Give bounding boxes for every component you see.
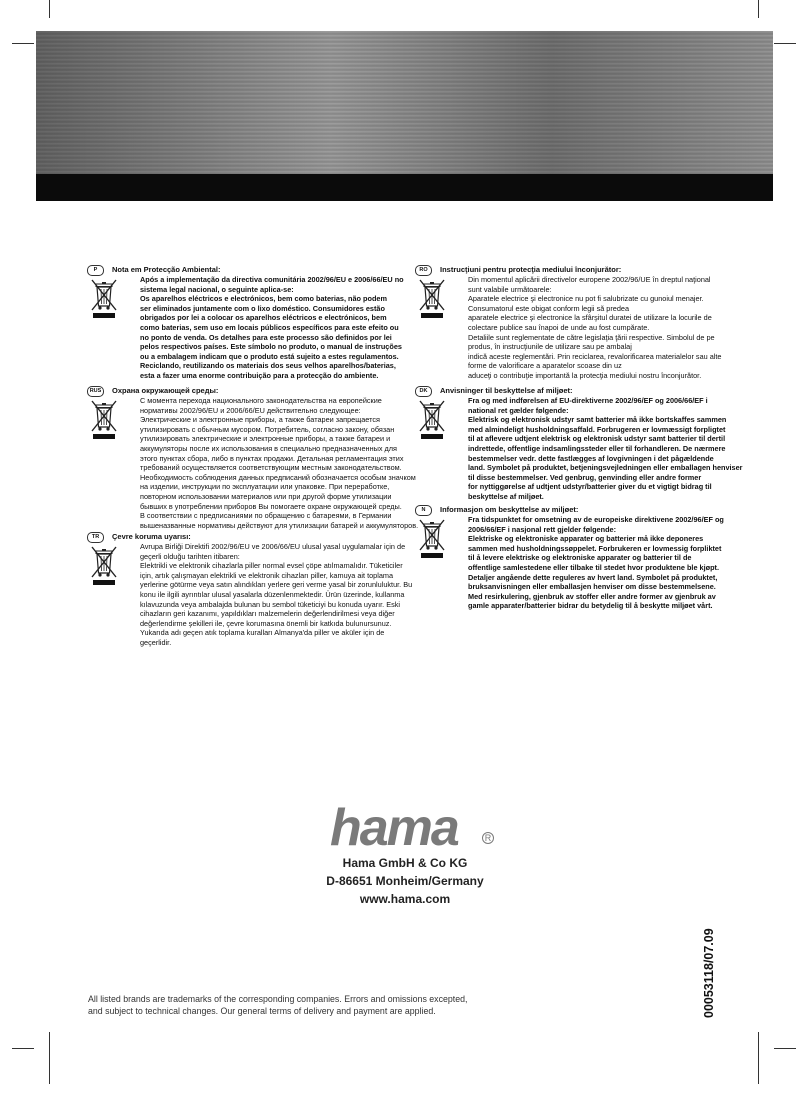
- body-line: land. Symbolet på produktet, betjeningsvejledningen eller emballagen henviser: [468, 463, 743, 473]
- section-body: [140, 275, 404, 381]
- env-section-dk: [415, 386, 743, 502]
- body-line: indrettede, offentlige indsamlingssteder eller til forhandleren. De nærmere: [468, 443, 726, 453]
- section-title: Охрана окружающей среды:: [112, 386, 219, 395]
- body-line: Avrupa Birliği Direktifi 2002/96/EU ve 2006/66/EU ulusal yasal uygulamalar için de: [140, 542, 406, 551]
- section-title: Anvisninger til beskyttelse af miljøet:: [440, 386, 573, 395]
- footer-line: All listed brands are trademarks of the corresponding companies. Errors and omissions excepted,: [88, 994, 468, 1004]
- crop-mark: [12, 43, 34, 44]
- body-line: аккумуляторы после их использования в специально предназначенных для: [140, 443, 397, 453]
- logo-text: hama: [330, 799, 458, 857]
- body-line: Consumatorul este obigat conform legii să predea: [468, 303, 630, 313]
- body-line: değerlendirme şekilleri ile, çevre korumasına önemli bir katkıda bulunursunuz.: [140, 618, 392, 628]
- footer-note: [88, 993, 467, 1017]
- body-line: sunt valabile următoarele:: [468, 284, 552, 294]
- section-body: [468, 396, 743, 502]
- section-title: Çevre koruma uyarısı:: [112, 532, 191, 541]
- body-line: Elektriske og elektroniske apparater og batterier må ikke deponeres: [468, 534, 704, 544]
- section-body: [140, 542, 412, 648]
- body-line: beskyttelse af miljøet.: [468, 491, 544, 501]
- body-line: на изделии, инструкции по эксплуатации или упаковке. При переработке,: [140, 482, 390, 492]
- country-badge: RUS: [87, 386, 104, 397]
- crop-mark: [774, 43, 796, 44]
- company-name: Hama GmbH & Co KG: [342, 856, 468, 870]
- body-line: konu ile ilgili ayrıntılar ulusal yasalarla düzenlenmektedir. Ürün üzerinde, kullanma: [140, 589, 405, 599]
- body-line: Необходимость соблюдения данных предписаний обозначается особым значком: [140, 472, 416, 482]
- body-line: aparatele electrice şi electronice la sfârşitul duratei de utilizare la locurile de: [468, 313, 712, 323]
- crossed-bin-icon: [419, 278, 445, 318]
- env-section-p: [87, 265, 404, 381]
- crossed-bin-icon: [91, 278, 117, 318]
- body-line: colectare publice sau înapoi de unde au fost cumpărate.: [468, 322, 650, 332]
- body-line: Elektrisk og elektronisk udstyr samt batterier må ikke bortskaffes sammen: [468, 415, 727, 425]
- body-line: Fra og med indførelsen af EU-direktiverne 2002/96/EF og 2006/66/EF i: [468, 396, 708, 405]
- registered-icon: R: [482, 832, 494, 844]
- body-line: geçerlidir.: [140, 637, 172, 647]
- body-line: повторном использовании материалов или при другой форме утилизации: [140, 491, 392, 501]
- crossed-bin-icon: [419, 518, 445, 558]
- body-line: gamle apparater/batterier bidrar du betydelig til å beskytte miljøet vårt.: [468, 601, 713, 611]
- body-line: til at aflevere udtjent elektrisk og elektronisk udstyr samt batterier til dertil: [468, 434, 726, 444]
- body-line: Após a implementação da directiva comunitária 2002/96/EU e 2006/66/EU no: [140, 275, 404, 284]
- body-line: утилизировать электрические и электронные приборы, а также батареи и: [140, 434, 391, 444]
- body-line: sammen med husholdningssøppelet. Forbrukeren er lovmessig forpliktet: [468, 543, 722, 553]
- body-line: ou a embalagem indicam que o produto está sujeito a estes regulamentos.: [140, 351, 399, 361]
- body-line: бывших в употреблении приборов Вы помогаете охране окружающей среды.: [140, 501, 402, 511]
- body-line: этого пунктах сбора, либо в пунктах продажи. Детальная регламентация этих: [140, 453, 404, 463]
- section-body: [468, 275, 721, 381]
- body-line: pelos respectivos países. Este símbolo no produto, o manual de instruções: [140, 342, 402, 352]
- body-line: no ponto de venda. Os detalhes para este processo são definidos por lei: [140, 332, 392, 342]
- section-body: [140, 396, 418, 530]
- body-line: утилизировать с обычным мусором. Потребитель, согласно закону, обязан: [140, 424, 395, 434]
- body-line: como baterias, sem uso em locais públicos específicos para este efeito ou: [140, 322, 399, 332]
- body-line: til disse bestemmelser. Ved genbrug, genvinding eller andre former: [468, 472, 702, 482]
- header-bar: [36, 174, 773, 201]
- body-line: indică aceste reglementări. Prin reciclarea, revalorificarea materialelor sau alte: [468, 351, 722, 361]
- body-line: С момента перехода национального законодательства на европейские: [140, 396, 382, 405]
- country-badge: DK: [415, 386, 432, 397]
- body-line: yerlerine götürme veya satın alındıkları yerlere geri verme yasal bir zorunluluktur. Bu: [140, 580, 413, 590]
- company-web[interactable]: www.hama.com: [359, 892, 451, 906]
- hama-logo: [330, 799, 492, 857]
- body-line: kılavuzunda veya ambalajda bulunan bu sembol tüketiciyi bu konuda uyarır. Eski: [140, 599, 401, 609]
- company-city: D-86651 Monheim/Germany: [326, 874, 484, 888]
- country-badge: N: [415, 505, 432, 516]
- env-section-n: [415, 505, 724, 611]
- body-line: Fra tidspunktet for omsetning av de europeiske direktivene 2002/96/EF og: [468, 515, 724, 524]
- crossed-bin-icon: [419, 399, 445, 439]
- body-line: aduceţi o contribuţie importantă la protecţia mediului nostru înconjurător.: [468, 370, 702, 380]
- body-line: Reciclando, reutilizando os materiais dos seus velhos aparelhos/baterias,: [140, 361, 396, 371]
- crop-mark: [758, 0, 759, 18]
- section-body: [468, 515, 724, 611]
- env-section-rus: [87, 386, 418, 530]
- body-line: Med resirkulering, gjenbruk av stoffer eller andre former av gjenbruk av: [468, 591, 716, 601]
- body-line: Detaliile sunt reglementate de către legislaţia ţării respective. Simbolul de pe: [468, 332, 715, 342]
- body-line: obrigados por lei a colocar os aparelhos eléctricos e electrónicos, bem: [140, 313, 387, 323]
- body-line: for nyttiggørelse af udtjent udstyr/batterier giver du et vigtigt bidrag til: [468, 482, 712, 492]
- body-line: Aparatele electrice şi electronice nu pot fi salubrizate cu gunoiul menajer.: [468, 294, 704, 304]
- body-line: ser eliminados juntamente com o lixo doméstico. Consumidores estão: [140, 303, 385, 313]
- body-line: Elektrikli ve elektronik cihazlarla piller normal evsel çöpe atılmamalıdır. Tüketiciler: [140, 561, 403, 571]
- body-line: esta a fazer uma enorme contribuição para a protecção do ambiente.: [140, 370, 379, 380]
- body-line: bestemmelser vedr. dette fastlægges af lovgivningen i det pågældende: [468, 453, 714, 463]
- body-line: вышеназванные нормативы действуют для утилизации батарей и аккумуляторов.: [140, 520, 419, 530]
- body-line: Os aparelhos eléctricos e electrónicos, bem como baterias, não podem: [140, 294, 387, 304]
- body-line: 2006/66/EF i nasjonal rett gjelder følgende:: [468, 524, 617, 534]
- body-line: cihazların geri kazanımı, yapıldıkları malzemelerin değerlendirilmesi veya diğer: [140, 609, 395, 619]
- footer-line: and subject to technical changes. Our general terms of delivery and payment are applied.: [88, 1006, 436, 1016]
- crop-mark: [49, 0, 50, 18]
- env-section-tr: [87, 532, 412, 648]
- body-line: med almindeligt husholdningsaffald. Forbrugeren er lovmæssigt forpligtet: [468, 424, 726, 434]
- crossed-bin-icon: [91, 545, 117, 585]
- body-line: В соответствии с предписаниями по обращению с батареями, в Германии: [140, 511, 392, 521]
- body-line: til å levere elektriske og elektroniske apparater og batterier til de: [468, 553, 692, 563]
- body-line: Электрические и электронные приборы, а также батареи запрещается: [140, 415, 380, 425]
- header-banner: [36, 31, 773, 174]
- crop-mark: [49, 1032, 50, 1084]
- section-title: Informasjon om beskyttelse av miljøet:: [440, 505, 579, 514]
- section-title: Nota em Protecção Ambiental:: [112, 265, 221, 274]
- body-line: sistema legal nacional, o seguinte aplica-se:: [140, 284, 294, 294]
- body-line: national ret gælder følgende:: [468, 405, 569, 415]
- crop-mark: [774, 1048, 796, 1049]
- section-title: Instrucţiuni pentru protecţia mediului înconjurător:: [440, 265, 622, 274]
- body-line: için, artık çalışmayan elektrikli ve elektronik cihazları piller, kamuya ait toplama: [140, 570, 394, 580]
- body-line: Detaljer angående dette reguleres av hvert land. Symbolet på produktet,: [468, 572, 718, 582]
- country-badge: RO: [415, 265, 432, 276]
- body-line: produs, în instrucţiunile de utilizare sau pe ambalaj: [468, 342, 632, 352]
- country-badge: TR: [87, 532, 104, 543]
- body-line: Din momentul aplicării directivelor europene 2002/96/UE în dreptul naţional: [468, 275, 711, 284]
- body-line: нормативы 2002/96/EU и 2006/66/EU действительно следующее:: [140, 405, 361, 415]
- crossed-bin-icon: [91, 399, 117, 439]
- body-line: offentlige samlestedene eller tilbake til stedet hvor produktene ble kjøpt.: [468, 562, 719, 572]
- body-line: forme de valorificare a aparatelor scoase din uz: [468, 361, 622, 371]
- body-line: требований осуществляется соответствующим местным законодательством.: [140, 463, 402, 473]
- crop-mark: [12, 1048, 34, 1049]
- crop-mark: [758, 1032, 759, 1084]
- body-line: geçerli olduğu tarihten itibaren:: [140, 551, 240, 561]
- country-badge: P: [87, 265, 104, 276]
- body-line: bruksanvisningen eller emballasjen henviser om disse bestemmelsene.: [468, 582, 716, 592]
- body-line: Yukarıda adı geçen atık toplama kuralları Almanya'da piller ve aküler için de: [140, 628, 385, 638]
- env-section-ro: [415, 265, 721, 381]
